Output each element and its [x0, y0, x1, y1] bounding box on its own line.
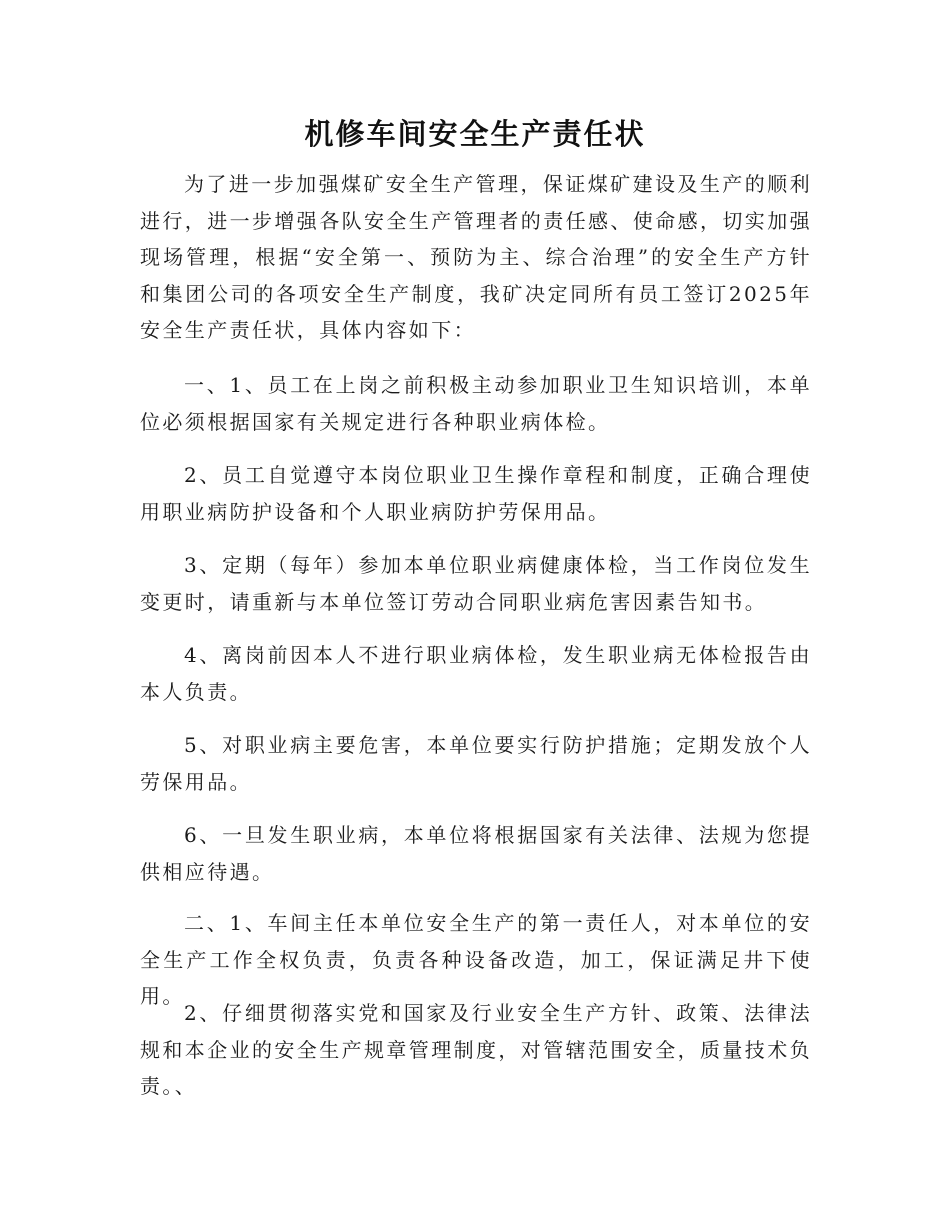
- paragraph-section1-item3: 3、定期（每年）参加本单位职业病健康体检，当工作岗位发生变更时，请重新与本单位签订劳动合同职业病危害因素告知书。: [140, 553, 812, 614]
- paragraph-section1-item4: 4、离岗前因本人不进行职业病体检，发生职业病无体检报告由本人负责。: [140, 643, 812, 704]
- paragraph-section1-item2: 2、员工自觉遵守本岗位职业卫生操作章程和制度，正确合理使用职业病防护设备和个人职业病防护劳保用品。: [140, 463, 812, 524]
- paragraph-section1-item1: 一、1、员工在上岗之前积极主动参加职业卫生知识培训，本单位必须根据国家有关规定进行各种职业病体检。: [140, 373, 812, 434]
- paragraph-intro: 为了进一步加强煤矿安全生产管理，保证煤矿建设及生产的顺利进行，进一步增强各队安全生产管理者的责任感、使命感，切实加强现场管理，根据“安全第一、预防为主、综合治理”的安全生产方针和集团公司的各项安全生产制度，我矿决定同所有员工签订2025年安全生产责任状，具体内容如下：: [140, 172, 812, 342]
- document-title: 机修车间安全生产责任状: [304, 117, 646, 151]
- paragraph-section2-item1: 二、1、车间主任本单位安全生产的第一责任人，对本单位的安全生产工作全权负责，负责各种设备改造，加工，保证满足井下使用。: [140, 911, 812, 1008]
- paragraph-section1-item6: 6、一旦发生职业病，本单位将根据国家有关法律、法规为您提供相应待遇。: [140, 823, 812, 884]
- paragraph-section2-item2: 2、仔细贯彻落实党和国家及行业安全生产方针、政策、法律法规和本企业的安全生产规章管理制度，对管辖范围安全，质量技术负责。、: [140, 1001, 812, 1098]
- paragraph-section1-item5: 5、对职业病主要危害，本单位要实行防护措施；定期发放个人劳保用品。: [140, 733, 812, 794]
